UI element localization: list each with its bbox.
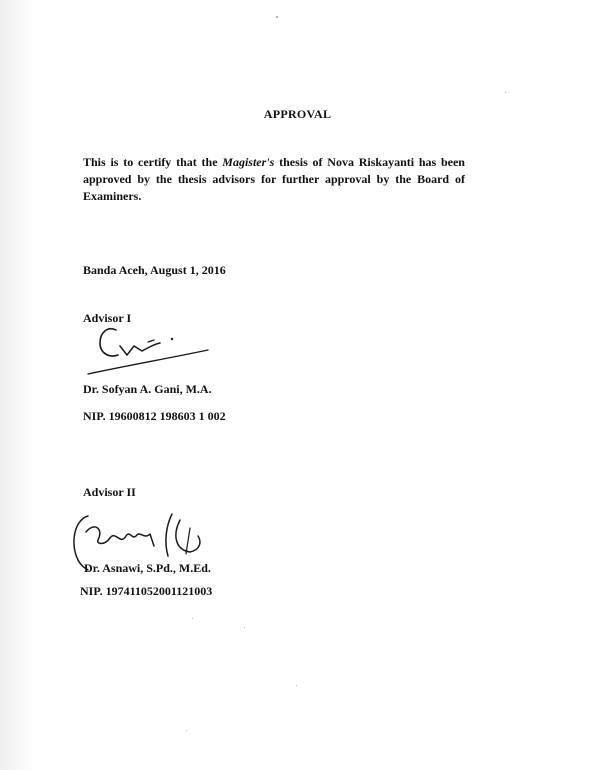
place-date: Banda Aceh, August 1, 2016 <box>83 263 226 277</box>
certify-text-end: thesis of Nova Riskayanti has been approved by the thesis advisors for further approval by the Board of Examiners. <box>83 155 465 203</box>
advisor1-name: Dr. Sofyan A. Gani, M.A. <box>83 382 212 396</box>
scan-speck <box>192 618 193 619</box>
degree-name: Magister's <box>222 155 275 169</box>
advisor2-name: Dr. Asnawi, S.Pd., M.Ed. <box>84 561 211 575</box>
scan-speck <box>505 92 506 93</box>
advisor1-nip: NIP. 19600812 198603 1 002 <box>83 409 226 423</box>
scan-speck <box>296 685 297 686</box>
advisor2-label: Advisor II <box>83 485 136 499</box>
page-title: APPROVAL <box>263 107 332 121</box>
scan-speck <box>186 730 187 731</box>
advisor1-signature <box>80 318 220 378</box>
advisor2-nip: NIP. 197411052001121003 <box>80 584 213 598</box>
scan-speck <box>276 16 278 18</box>
scan-speck <box>244 627 245 628</box>
advisor1-label: Advisor I <box>83 311 132 325</box>
certification-paragraph <box>83 154 465 205</box>
certify-text-start: This is to certify that the <box>83 155 223 169</box>
